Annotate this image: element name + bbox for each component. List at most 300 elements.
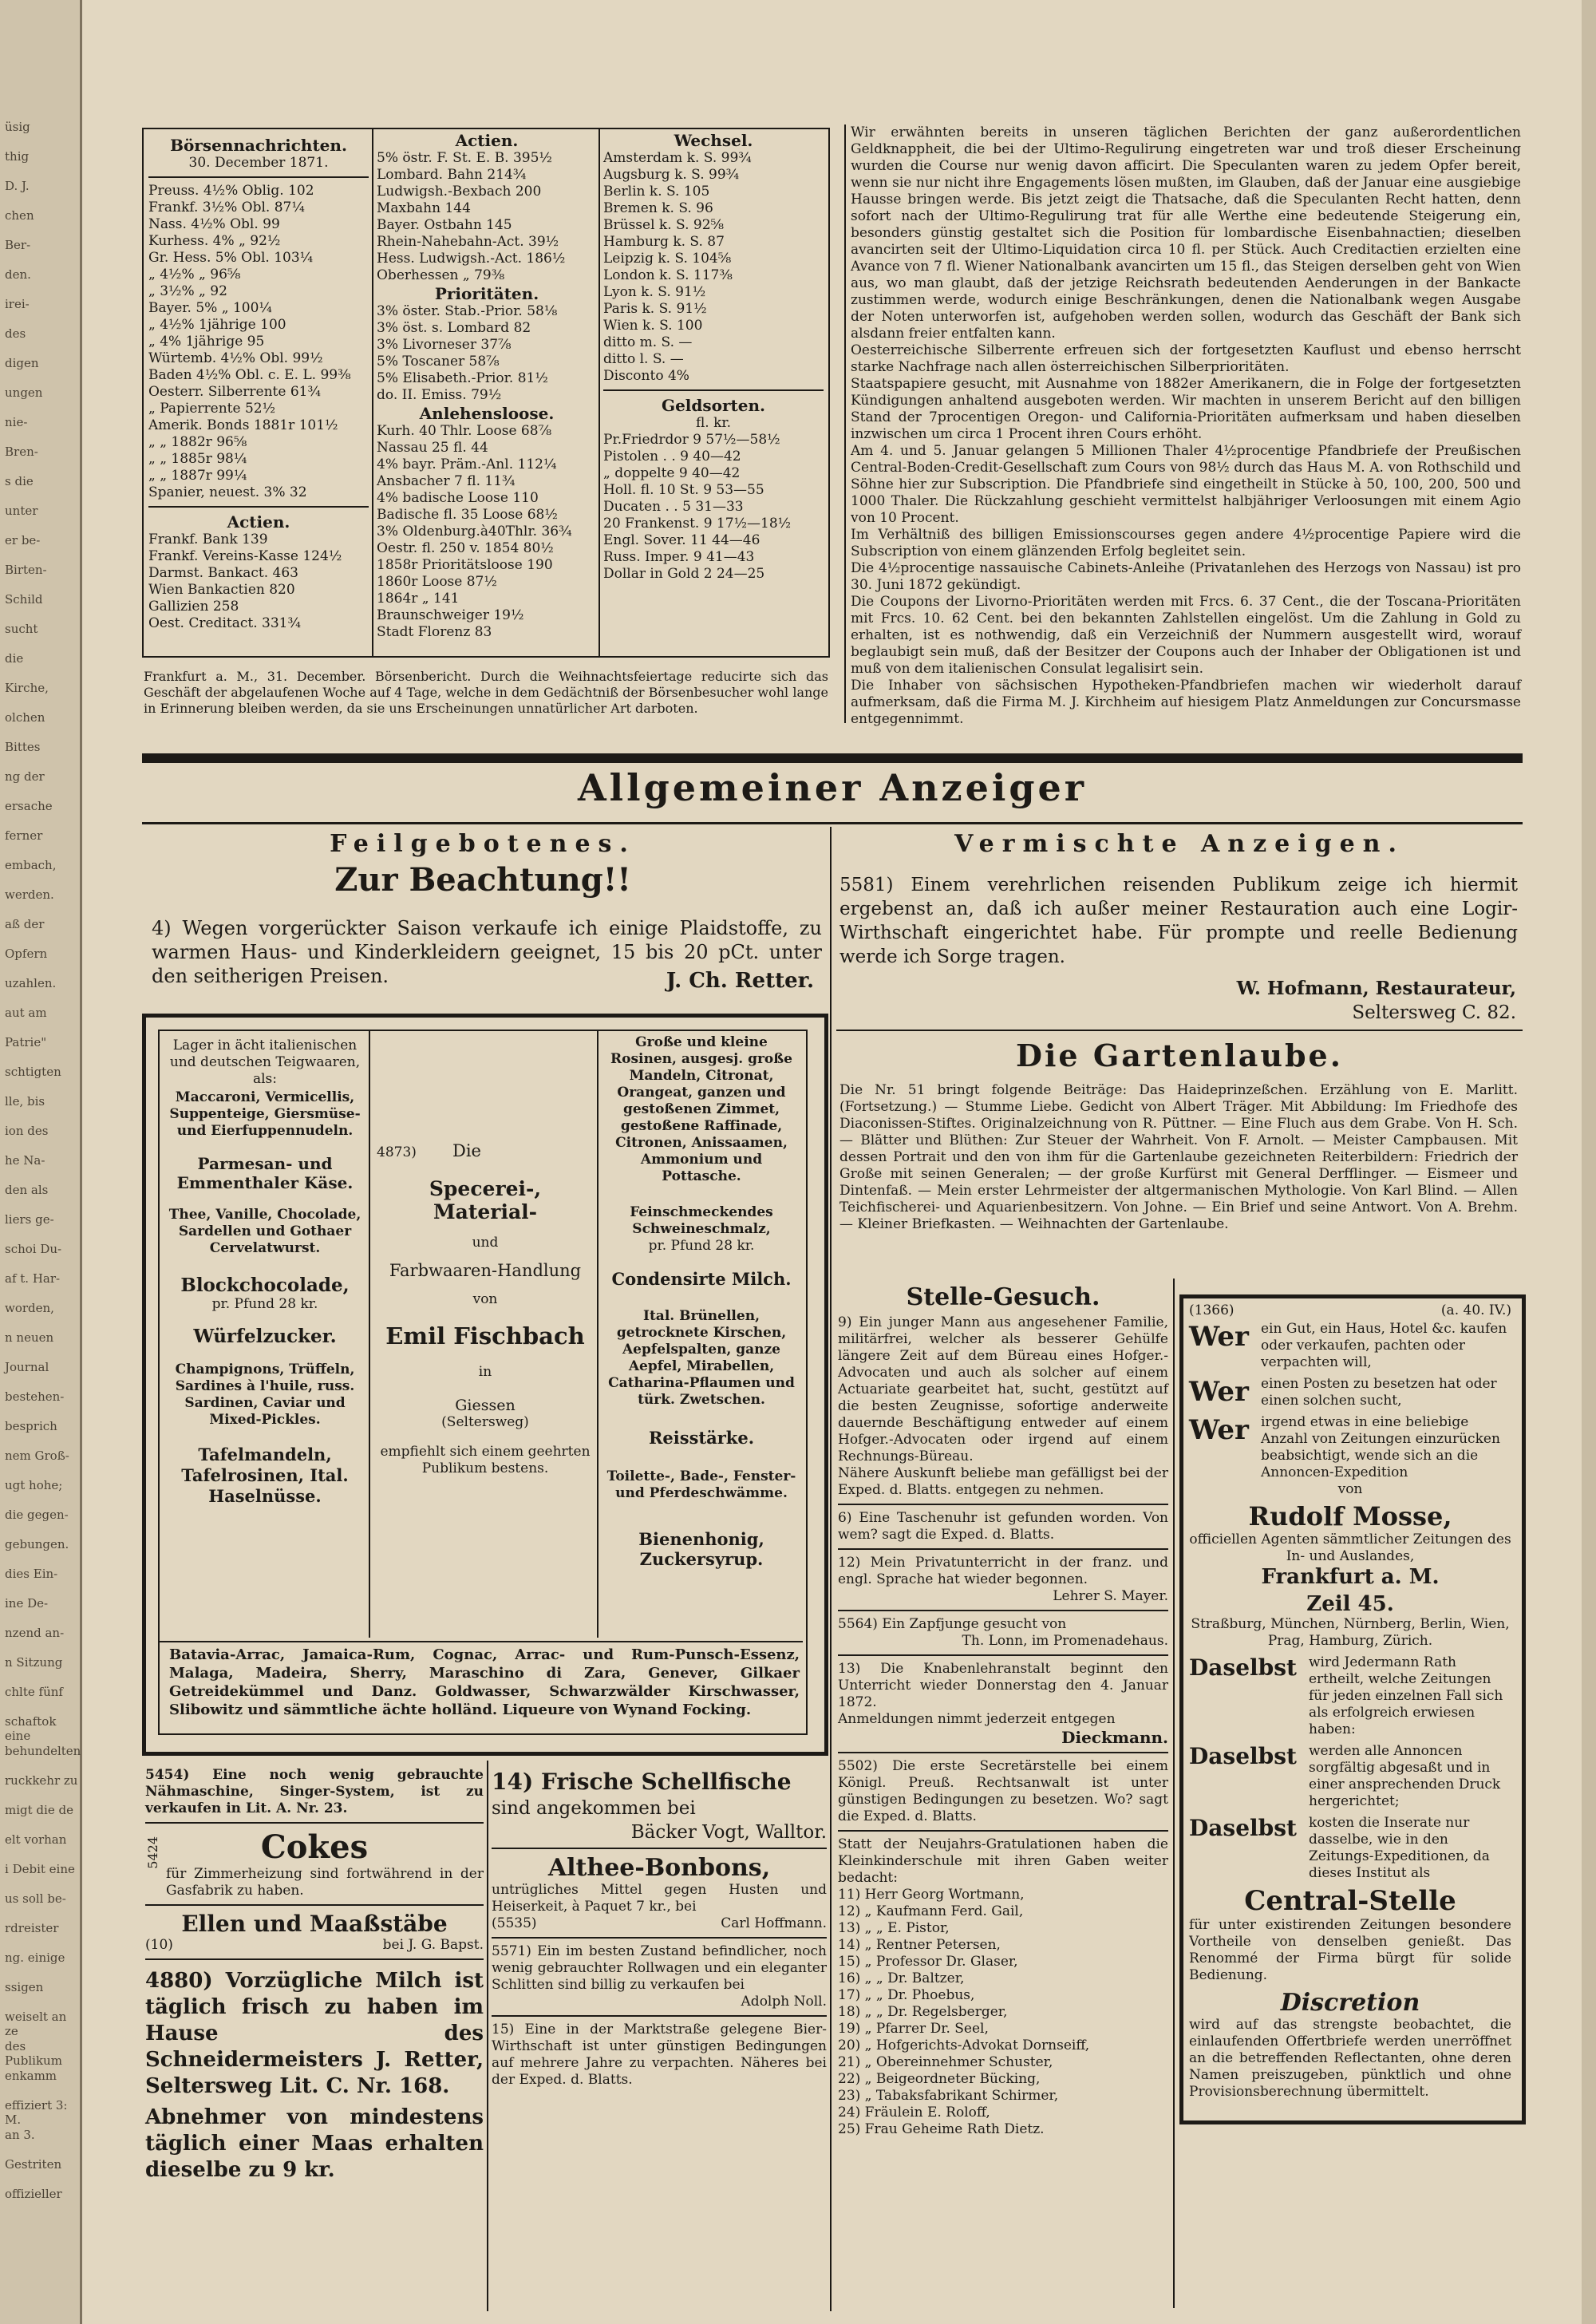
gutter-fragment: ion des	[5, 1124, 49, 1138]
donor-item: 12) „ Kaufmann Ferd. Gail,	[838, 1903, 1024, 1919]
althee-text: untrügliches Mittel gegen Husten und Heiserkeit, à Paquet 7 kr., bei	[492, 1882, 827, 1915]
gutter-fragment: Gestriten	[5, 2157, 62, 2172]
donor-item: 18) „ „ Dr. Regelsberger,	[838, 2004, 1008, 2020]
loose-title: Anlehensloose.	[419, 404, 555, 423]
section-rule	[142, 753, 1523, 763]
quote-row: Kurhess. 4% „ 92½	[148, 233, 281, 249]
gutter-fragment: enkamm	[5, 2069, 57, 2083]
fischbach-center	[377, 1141, 594, 1477]
zapf: 5564) Ein Zapfjunge gesucht von	[838, 1616, 1067, 1632]
schmalz-price: pr. Pfund 28 kr.	[648, 1238, 755, 1254]
daselbst-1: Daselbst	[1189, 1654, 1297, 1681]
bottom-left-col	[145, 1767, 484, 2184]
quote-row: ditto l. S. —	[603, 351, 684, 367]
gutter-fragment: rdreister	[5, 1921, 59, 1935]
gutter-fragment: Ber-	[5, 238, 31, 252]
fischbach-right	[602, 1034, 801, 1569]
donor-item: 13) „ „ E. Pistor,	[838, 1920, 950, 1936]
donor-item: 20) „ Hofgerichts-Advokat Dornseiff,	[838, 2037, 1090, 2053]
cond-milch: Condensirte Milch.	[611, 1269, 792, 1289]
wer-3: Wer	[1189, 1414, 1249, 1446]
tafelmandeln: Tafelmandeln, Tafelrosinen, Ital. Haselnüsse.	[181, 1445, 349, 1506]
gutter-fragment: ssigen	[5, 1980, 44, 1994]
fischbach-name: Emil Fischbach	[385, 1322, 585, 1350]
quote-row: „ „ 1882r 96⅝	[148, 434, 247, 450]
althee-title: Althee-Bonbons,	[547, 1854, 771, 1882]
gutter-fragment: effiziert 3: M.	[5, 2098, 68, 2127]
report-paragraph: Staatspapiere gesucht, mit Ausnahme von 1882er Amerikanern, die in Folge der fortgesetzten Kündigungen anhaltend ausgeboten werden. Wir machten in unserem Bericht auf den billigen Stand der 7procentigen Oregon- und California-Prioritäten aufmerksam und haben dieselben inzwischen um circa 1 Procent ihren Cours erhöht.	[851, 376, 1521, 442]
zur-text: 4) Wegen vorgerückter Saison verkaufe ich einige Plaidstoffe, zu warmen Haus- und Kinderkleidern geeignet, 15 bis 20 pCt. unter den seitherigen Preisen.	[152, 917, 822, 987]
quote-row: Braunschweiger 19½	[377, 607, 524, 623]
privat-sig: Lehrer S. Mayer.	[1053, 1588, 1168, 1604]
fischbach-city: Giessen	[455, 1397, 516, 1414]
prio-title: Prioritäten.	[434, 284, 539, 303]
report-paragraph: Die 4½procentige nassauische Cabinets-Anleihe (Privatanlehen des Herzogs von Nassau) ist pro 30. Juni 1872 gekündigt.	[851, 560, 1521, 593]
divider	[597, 1031, 598, 1638]
zur-signature: J. Ch. Retter.	[666, 969, 814, 993]
quote-row: 5% Elisabeth.-Prior. 81½	[377, 370, 548, 386]
quote-row: Augsburg k. S. 99¾	[603, 167, 740, 183]
quote-row: Badische fl. 35 Loose 68½	[377, 507, 558, 523]
gutter-fragment: Journal	[5, 1360, 49, 1374]
gutter-fragment: thig	[5, 149, 30, 164]
gutter-fragment: us soll be-	[5, 1891, 66, 1906]
rule	[838, 1654, 1168, 1656]
ellen-num: (10)	[145, 1937, 173, 1953]
gutter-fragment: ersache	[5, 799, 53, 813]
gutter-fragment: s die	[5, 474, 34, 488]
wer-1-text: ein Gut, ein Haus, Hotel &c. kaufen oder verkaufen, pachten oder verpachten will,	[1261, 1321, 1507, 1370]
quote-row: Wien k. S. 100	[603, 318, 703, 334]
fischbach-die: Die	[452, 1141, 481, 1160]
milch-ad2: Abnehmer von mindestens täglich einer Maas erhalten dieselbe zu 9 kr.	[145, 2105, 484, 2182]
rule	[148, 506, 369, 508]
gutter-fragment: liers ge-	[5, 1212, 54, 1227]
schell-sig: Bäcker Vogt, Walltor.	[630, 1822, 827, 1843]
quote-row: 4% bayr. Präm.-Anl. 112¼	[377, 457, 557, 472]
knaben2: Anmeldungen nimmt jederzeit entgegen	[838, 1711, 1116, 1727]
gutter-fragment: des Publikum	[5, 2039, 62, 2068]
geld-head: fl. kr.	[695, 415, 732, 431]
quote-row: do. II. Emiss. 79½	[377, 387, 502, 403]
central-stelle: Central-Stelle	[1244, 1885, 1456, 1917]
hofmann-addr: Seltersweg C. 82.	[1352, 1002, 1516, 1023]
wer-2: Wer	[1189, 1376, 1249, 1408]
quote-row: Nass. 4½% Obl. 99	[148, 216, 280, 232]
quote-row: 20 Frankenst. 9 17½—18½	[603, 516, 792, 532]
gutter-fragment: den.	[5, 267, 31, 282]
prio-rows	[377, 303, 597, 404]
quote-row: Maxbahn 144	[377, 200, 471, 216]
mosse-cities: Straßburg, München, Nürnberg, Berlin, Wien, Prag, Hamburg, Zürich.	[1191, 1616, 1510, 1649]
quote-row: Würtemb. 4½% Obl. 99½	[148, 350, 323, 366]
mosse-sub: officiellen Agenten sämmtlicher Zeitungen des In- und Auslandes,	[1189, 1532, 1511, 1564]
milch-ad: 4880) Vorzügliche Milch ist täglich frisch zu haben im Hause des Schneidermeisters J. Retter, Seltersweg Lit. C. Nr. 168.	[145, 1969, 484, 2098]
actien2-rows	[377, 150, 597, 284]
wer-2-text: einen Posten zu besetzen hat oder einen solchen sucht,	[1261, 1376, 1497, 1409]
toilette: Toilette-, Bade-, Fenster- und Pferdeschwämme.	[606, 1468, 796, 1501]
gutter-fragment: n neuen	[5, 1330, 54, 1345]
donor-item: 21) „ Obereinnehmer Schuster,	[838, 2054, 1053, 2070]
quote-row: Gr. Hess. 5% Obl. 103¼	[148, 250, 314, 266]
quote-row: Ducaten . . 5 31—33	[603, 499, 744, 515]
gutter-fragment: schaftok eine	[5, 1714, 57, 1743]
rule	[148, 176, 369, 178]
fischbach-street: (Seltersweg)	[441, 1414, 529, 1430]
neujahr-list	[838, 1887, 1168, 2138]
quote-row: 3% Livorneser 37⅞	[377, 337, 512, 353]
geld-rows	[603, 432, 824, 583]
quote-row: Russ. Imper. 9 41—43	[603, 549, 755, 565]
quote-row: Amerik. Bonds 1881r 101½	[148, 417, 338, 433]
mosse-content	[1189, 1302, 1511, 2101]
gutter-fragment: üsig	[5, 120, 30, 134]
gutter-fragment: chen	[5, 208, 34, 223]
block-price: pr. Pfund 28 kr.	[211, 1296, 318, 1312]
quote-row: Pr.Friedrdor 9 57½—58½	[603, 432, 780, 448]
market-report	[851, 125, 1521, 728]
gutter-fragment: chlte fünf	[5, 1685, 63, 1699]
divider	[487, 1761, 488, 2311]
quote-row: Disconto 4%	[603, 368, 689, 384]
fischbach-von: von	[472, 1291, 498, 1307]
gutter-fragment: Patrie"	[5, 1035, 47, 1049]
divider	[598, 128, 600, 656]
quote-row: Kurh. 40 Thlr. Loose 68⅞	[377, 423, 552, 439]
gutter-fragment: ng. einige	[5, 1951, 65, 1965]
fischbach-empf: empfiehlt sich einem geehrten Publikum bestens.	[380, 1444, 591, 1476]
quote-row: „ Papierrente 52½	[148, 401, 276, 417]
gutter-fragment: ungen	[5, 385, 43, 400]
gutter-fragment: Bittes	[5, 740, 41, 754]
wuerfel: Würfelzucker.	[193, 1326, 337, 1347]
schmalz: Feinschmeckendes Schweineschmalz,	[630, 1204, 773, 1237]
gutter-fragment: unter	[5, 504, 38, 518]
zapf-sig: Th. Lonn, im Promenadehaus.	[962, 1633, 1168, 1649]
gutter-fragment: ruckkehr zu	[5, 1773, 78, 1788]
right-header-wrap	[836, 830, 1523, 858]
gutter-fragment: ferner	[5, 828, 43, 843]
report-paragraph: Oesterreichische Silberrente erfreuen sich der fortgesetzten Kauflust und ebenso herrscht starke Nachfrage nach allen österreichischen Silberprioritäten.	[851, 342, 1521, 375]
fischbach-spec: Specerei-, Material-	[429, 1177, 542, 1223]
column-divider	[830, 827, 832, 2311]
donor-item: 15) „ Professor Dr. Glaser,	[838, 1954, 1018, 1970]
gutter-fragment: olchen	[5, 710, 45, 725]
rule	[838, 1610, 1168, 1611]
actien2-title: Actien.	[455, 131, 519, 150]
gutter-fragment: schtigten	[5, 1065, 61, 1079]
gutter-fragment: elt vorhan	[5, 1832, 67, 1847]
privat: 12) Mein Privatunterricht in der franz. und engl. Sprache hat wieder begonnen.	[838, 1555, 1168, 1587]
daselbst-3: Daselbst	[1189, 1815, 1297, 1841]
fischbach-left	[164, 1038, 365, 1507]
stelle-title: Stelle-Gesuch.	[906, 1283, 1100, 1311]
althee-sig: Carl Hoffmann.	[721, 1915, 827, 1931]
gutter-fragment: embach,	[5, 858, 57, 872]
gutter-fragment: aß der	[5, 917, 45, 931]
gutter-fragment: werden.	[5, 887, 54, 902]
main-header-wrap	[142, 766, 1523, 809]
frankfurt-note: Frankfurt a. M., 31. December. Börsenbericht. Durch die Weihnachtsfeiertage reducirte sich das Geschäft der abgelaufenen Woche auf 4 Tage, welche in dem Gedächtniß der Börsenbesucher wohl lange in Erinnerung bleiben werden, da sie uns Erscheinungen unnatürlicher Art darboten.	[144, 669, 828, 716]
quote-row: „ „ 1887r 99¼	[148, 468, 247, 484]
hofmann-sig-wrap	[1037, 977, 1516, 1025]
quote-row: Lombard. Bahn 214¾	[377, 167, 527, 183]
quote-row: Oberhessen „ 79⅜	[377, 267, 505, 283]
gutter-fragment: aut am	[5, 1006, 47, 1020]
rule	[838, 1752, 1168, 1753]
taschenuhr: 6) Eine Taschenuhr ist gefunden worden. Von wem? sagt die Exped. d. Blatts.	[838, 1510, 1168, 1543]
gutter-fragment: Birten-	[5, 563, 47, 577]
gutter-fragment: worden,	[5, 1301, 54, 1315]
quote-row: „ doppelte 9 40—42	[603, 465, 741, 481]
parmesan: Parmesan- und Emmenthaler Käse.	[176, 1154, 354, 1192]
quote-row: Paris k. S. 91½	[603, 301, 707, 317]
quote-row: „ 3½% „ 92	[148, 283, 227, 299]
report-paragraph: Die Inhaber von sächsischen Hypotheken-Pfandbriefen machen wir wiederholt darauf aufmerksam, daß die Firma M. J. Kirchheim auf hiesigem Platz Anmeldungen zur Concursmasse entgegennimmt.	[851, 678, 1521, 727]
gutter-fragment: des	[5, 326, 26, 341]
gutter-fragment: ugt hohe;	[5, 1478, 63, 1492]
gutter-fragment: Schild	[5, 592, 43, 607]
quote-row: Ansbacher 7 fl. 11¾	[377, 473, 516, 489]
gutter-fragment: offizieller	[5, 2187, 62, 2201]
block: Blockchocolade,	[180, 1275, 350, 1296]
gutter-fragment: Opfern	[5, 947, 48, 961]
daselbst-2-text: werden alle Annoncen sorgfältig abgesaßt und in einer ansprechenden Druck hergerichtet;	[1309, 1743, 1501, 1809]
quote-row: Oesterr. Silberrente 61¾	[148, 384, 321, 400]
gutter-fragment: dies Ein-	[5, 1567, 58, 1581]
gutter-fragment: die	[5, 651, 24, 666]
gutter-fragment: er be-	[5, 533, 41, 547]
previous-page-gutter	[0, 0, 82, 2324]
fischbach-left-line: Maccaroni, Vermicellis, Suppenteige, Giersmüse- und Eierfuppennudeln.	[169, 1089, 361, 1139]
cokes-text: für Zimmerheizung sind fortwährend in der Gasfabrik zu haben.	[166, 1866, 484, 1899]
quote-row: Dollar in Gold 2 24—25	[603, 566, 765, 582]
fischbach-num: 4873)	[377, 1144, 417, 1160]
quote-row: „ 4½% 1jährige 100	[148, 317, 286, 333]
garten-title: Die Gartenlaube.	[1016, 1038, 1343, 1073]
quote-row: Gallizien 258	[148, 599, 239, 615]
gutter-fragment: an 3.	[5, 2128, 35, 2142]
rule	[838, 1548, 1168, 1550]
actien-rows	[148, 532, 369, 632]
quote-row: Preuss. 4½% Oblig. 102	[148, 183, 314, 199]
liquors: Batavia-Arrac, Jamaica-Rum, Cognac, Arrac- und Rum-Punsch-Essenz, Malaga, Madeira, Sherry, Maraschino di Zara, Genever, Gilkaer Getreidekümmel und Danz. Goldwasser, Schwarzwälder Kirschwasser, Slibowitz und sämmtliche ächte holländ. Liqueure von Wynand Focking.	[169, 1646, 800, 1718]
quote-row: Lyon k. S. 91½	[603, 284, 706, 300]
rule	[492, 1937, 827, 1939]
quote-row: 1858r Prioritätsloose 190	[377, 557, 553, 573]
quote-row: 4% badische Loose 110	[377, 490, 539, 506]
quote-row: „ „ 1885r 98¼	[148, 451, 247, 467]
quote-row: Bayer. Ostbahn 145	[377, 217, 512, 233]
secretaer: 5502) Die erste Secretärstelle bei einem Königl. Preuß. Rechtsanwalt ist unter günstigen Bedingungen zu besetzen. Wo? sagt die Exped. d. Blatts.	[838, 1758, 1168, 1824]
gutter-fragment: Kirche,	[5, 681, 49, 695]
quote-row: 5% östr. F. St. E. B. 395½	[377, 150, 552, 166]
boerse-title: Börsennachrichten.	[170, 136, 347, 155]
right-header: Vermischte Anzeigen.	[954, 830, 1404, 858]
wechsel-column	[603, 131, 824, 583]
actien-column	[377, 131, 597, 641]
quote-row: Ludwigsh.-Bexbach 200	[377, 184, 542, 200]
quote-row: Oest. Creditact. 331¾	[148, 615, 301, 631]
boerse-date: 30. December 1871.	[188, 155, 329, 171]
discretion: Discretion	[1280, 1989, 1420, 2017]
quote-row: Holl. fl. 10 St. 9 53—55	[603, 482, 764, 498]
wechsel-title: Wechsel.	[674, 131, 753, 150]
mosse-num: (1366)	[1189, 1302, 1235, 1318]
quote-row: „ 4% 1jährige 95	[148, 334, 265, 350]
gutter-fragment: lle, bis	[5, 1094, 45, 1109]
rosinen: Große und kleine Rosinen, ausgesj. große Mandeln, Citronat, Orangeat, ganzen und gestoßenen Zimmet, gestoßene Raffinade, Citronen, Anissaamen, Ammonium und Pottasche.	[610, 1034, 792, 1184]
geld-title: Geldsorten.	[662, 396, 765, 415]
boerse-rows	[148, 183, 369, 501]
gutter-fragment: bestehen-	[5, 1389, 65, 1404]
main-header: Allgemeiner Anzeiger	[577, 766, 1088, 809]
gutter-fragment: migt die de	[5, 1803, 73, 1817]
gutter-fragment: D. J.	[5, 179, 30, 193]
quote-row: Pistolen . . 9 40—42	[603, 449, 741, 464]
gutter-fragment: den als	[5, 1183, 49, 1197]
bier: 15) Eine in der Marktstraße gelegene Bier-Wirthschaft ist unter günstigen Bedingungen auf mehrere Jahre zu verpachten. Näheres bei der Exped. d. Blatts.	[492, 2022, 827, 2088]
left-header: Feilgebotenes.	[330, 830, 636, 858]
ellen-title: Ellen und Maaßstäbe	[181, 1911, 448, 1937]
gutter-fragment: nie-	[5, 415, 28, 429]
quote-row: Baden 4½% Obl. c. E. L. 99⅜	[148, 367, 351, 383]
rule	[838, 1830, 1168, 1832]
quote-row: Frankf. 3½% Obl. 87¼	[148, 200, 305, 215]
donor-item: 25) Frau Geheime Rath Dietz.	[838, 2121, 1045, 2137]
mosse-von: von	[1337, 1481, 1363, 1497]
donor-item: 14) „ Rentner Petersen,	[838, 1937, 1001, 1953]
gutter-fragment: die gegen-	[5, 1508, 69, 1522]
mosse-zeil: Zeil 45.	[1306, 1592, 1394, 1616]
knaben-sig: Dieckmann.	[1061, 1728, 1168, 1747]
rule	[492, 2015, 827, 2017]
zur-title: Zur Beachtung!!	[334, 861, 631, 899]
left-header-wrap	[144, 830, 822, 899]
schell-text: sind angekommen bei	[492, 1798, 696, 1819]
ital-fruits: Ital. Brünellen, getrocknete Kirschen, Aepfelspalten, ganze Aepfel, Mirabellen, Catharina-Pflaumen und türk. Zwetschen.	[608, 1308, 795, 1408]
report-paragraph: Am 4. und 5. Januar gelangen 5 Millionen Thaler 4½procentige Pfandbriefe der Preußischen Central-Boden-Credit-Gesellschaft zum Cours von 98½ durch das Haus M. A. von Rothschild und Söhne hier zur Subscription. Die Pfandbriefe sind eingetheilt in Stücke à 50, 100, 200, 500 und 1000 Thaler. Die Rückzahlung geschieht vermittelst halbjähriger Verloosungen mit einem Agio von 10 Procent.	[851, 443, 1521, 526]
fischbach-in: in	[478, 1364, 492, 1380]
report-paragraph: Die Coupons der Livorno-Prioritäten werden mit Frcs. 6. 37 Cent., die der Toscana-Prioritäten mit Frcs. 10. 62 Cent. bei den bekannten Zahlstellen eingelöst. Um die Zahlung in Gold zu erhalten, ist es nothwendig, daß ein Verzeichniß der Nummern ausgestellt wird, worauf beglaubigt sein muß, daß der Besitzer der Coupons auch der Inhaber der Obligationen ist und muß von dem italienischen Consulat legalisirt sein.	[851, 594, 1521, 677]
thee: Thee, Vanille, Chocolade, Sardellen und Gothaer Cervelatwurst.	[168, 1207, 361, 1256]
discretion-text: wird auf das strengste beobachtet, die einlaufenden Offertbriefe werden unerröffnet an die betreffenden Reflectanten, ohne deren Namen preiszugeben, pünktlich und ohne Provisionsberechnung übermittelt.	[1189, 2017, 1511, 2100]
rule	[145, 1904, 484, 1906]
quote-row: Frankf. Vereins-Kasse 124½	[148, 548, 342, 564]
quote-row: Hamburg k. S. 87	[603, 234, 725, 250]
rule	[492, 1848, 827, 1849]
quote-row: Hess. Ludwigsh.-Act. 186½	[377, 251, 566, 267]
donor-item: 23) „ Tabaksfabrikant Schirmer,	[838, 2088, 1059, 2104]
quote-row: Rhein-Nahebahn-Act. 39½	[377, 234, 559, 250]
gutter-fragment: he Na-	[5, 1153, 45, 1168]
fischbach-left-line: Lager in ächt italienischen und deutschen Teigwaaren, als:	[169, 1038, 361, 1087]
gutter-fragment: ng der	[5, 769, 45, 784]
daselbst-2: Daselbst	[1189, 1743, 1297, 1769]
rule	[145, 1822, 484, 1824]
quote-row: Berlin k. S. 105	[603, 184, 710, 200]
quote-row: 3% Oldenburg.à40Thlr. 36¾	[377, 524, 572, 540]
rule	[145, 1958, 484, 1960]
mosse-code: (a. 40. IV.)	[1440, 1302, 1511, 1318]
gutter-fragment: behundelten	[5, 1744, 81, 1758]
mosse-city: Frankfurt a. M.	[1261, 1565, 1440, 1589]
rule	[838, 1504, 1168, 1505]
gutter-fragment: nem Groß-	[5, 1449, 69, 1463]
quote-row: 3% öster. Stab.-Prior. 58⅛	[377, 303, 558, 319]
gutter-fragment: af t. Har-	[5, 1271, 61, 1286]
quote-row: Frankf. Bank 139	[148, 532, 268, 547]
gutter-fragment: n Sitzung	[5, 1655, 63, 1670]
stelle-text2: Nähere Auskunft beliebe man gefälligst bei der Exped. d. Blatts. entgegen zu nehmen.	[838, 1465, 1168, 1498]
naehmaschine: 5454) Eine noch wenig gebrauchte Nähmaschine, Singer-System, ist zu verkaufen in Lit. A. Nr. 23.	[145, 1767, 484, 1816]
knaben: 13) Die Knabenlehranstalt beginnt den Unterricht wieder Donnerstag den 4. Januar 1872.	[838, 1661, 1168, 1710]
quote-row: 5% Toscaner 58⅞	[377, 354, 500, 370]
gutter-fragment: besprich	[5, 1419, 57, 1433]
hofmann-sig: W. Hofmann, Restaurateur,	[1236, 978, 1516, 999]
loose-rows	[377, 423, 597, 641]
rule	[160, 1641, 803, 1642]
donor-item: 24) Fräulein E. Roloff,	[838, 2105, 990, 2120]
champignons: Champignons, Trüffeln, Sardines à l'huile, russ. Sardinen, Caviar und Mixed-Pickles.	[175, 1362, 355, 1428]
divider	[1173, 1279, 1175, 2308]
althee-num: (5535)	[492, 1915, 537, 1931]
rule	[603, 389, 824, 391]
cokes-num: 5424	[145, 1836, 160, 1869]
donor-item: 19) „ Pfarrer Dr. Seel,	[838, 2021, 989, 2037]
section-rule	[142, 822, 1523, 824]
gutter-fragment: schoi Du-	[5, 1242, 62, 1256]
quote-row: Stadt Florenz 83	[377, 624, 492, 640]
donor-item: 22) „ Beigeordneter Bücking,	[838, 2071, 1041, 2087]
quote-row: Engl. Sover. 11 44—46	[603, 532, 760, 548]
right-left-col	[838, 1283, 1168, 2138]
central-text: für unter existirenden Zeitungen besondere Vortheile von denselben genießt. Das Renommé der Firma bürgt für solide Bedienung.	[1189, 1917, 1511, 1983]
quote-row: ditto m. S. —	[603, 334, 693, 350]
gutter-fragment: gebungen.	[5, 1537, 69, 1551]
gutter-fragment: ine De-	[5, 1596, 49, 1611]
report-paragraph: Wir erwähnten bereits in unseren täglichen Berichten der ganz außerordentlichen Geldknappheit, die bei der Ultimo-Regulirung eingetreten war und troß dieser Erscheinung wurden die Course nur wenig davon afficirt. Die Speculanten waren zu jedem Opfer bereit, wenn sie nur nicht ihre Engagements lösen mußten, im Glauben, daß der Januar eine ausgiebige Hausse bringen werde. Bis jetzt zeigt die Thatsache, daß die Speculanten Recht hatten, denn sofort nach der Ultimo-Regulirung trat für alle Werthe eine bedeutende Steigerung ein, besonders günstig gestaltet sich die Position für lombardische Eisenbahnactien; dieselben avancirten seit der Ultimo-Liquidation circa 10 fl. per Stück. Auch Creditactien erzielten eine Avance von 7 fl. Wiener Nationalbank avancirten um 15 fl., das Steigen derselben geht von Wien aus, wo man glaubt, daß der jetzige Reichsrath bedeutenden Aenderungen in der Bankacte zustimmen werde, wodurch einige Beschränkungen, denen die Nationalbank wegen Ausgabe der Noten unterworfen ist, aufgehoben werden sollen, wodurch das Geschäft der Bank sich alsdann freier entfalten kann.	[851, 125, 1521, 342]
quote-row: Brüssel k. S. 92⅝	[603, 217, 724, 233]
schlitten: 5571) Ein im besten Zustand befindlicher, noch wenig gebrauchter Rollwagen und ein eleganter Schlitten sind billig zu verkaufen bei	[492, 1943, 827, 1993]
quote-row: Spanier, neuest. 3% 32	[148, 484, 307, 500]
quote-row: Oestr. fl. 250 v. 1854 80½	[377, 540, 554, 556]
daselbst-1-text: wird Jedermann Rath ertheilt, welche Zeitungen für jeden einzelnen Fall sich als erfolgreich erwiesen haben:	[1309, 1654, 1503, 1737]
honig: Bienenhonig, Zuckersyrup.	[638, 1529, 764, 1569]
gutter-fragment: sucht	[5, 622, 38, 636]
wechsel-rows	[603, 150, 824, 385]
quote-row: London k. S. 117⅜	[603, 267, 733, 283]
fischbach-und: und	[472, 1235, 499, 1251]
fischbach-farb: Farbwaaren-Handlung	[389, 1261, 582, 1280]
gutter-fragment: weiselt an ze	[5, 2010, 67, 2038]
daselbst-3-text: kosten die Inserate nur dasselbe, wie in den Zeitungs-Expeditionen, da dieses Institut als	[1309, 1815, 1490, 1881]
divider	[369, 1031, 370, 1638]
wer-3-text: irgend etwas in eine beliebige Anzahl von Zeitungen einzurücken beabsichtigt, wende sich an die Annoncen-Expedition	[1261, 1414, 1500, 1480]
bottom-mid-col	[492, 1769, 827, 2089]
quote-row: Bremen k. S. 96	[603, 200, 713, 216]
divider	[372, 128, 373, 656]
ellen-sig: bei J. G. Bapst.	[382, 1937, 484, 1953]
actien-title: Actien.	[227, 512, 290, 532]
quote-row: Darmst. Bankact. 463	[148, 565, 298, 581]
gutter-fragment: irei-	[5, 297, 30, 311]
boerse-column	[148, 136, 369, 632]
donor-item: 11) Herr Georg Wortmann,	[838, 1887, 1025, 1903]
reis: Reisstärke.	[648, 1428, 755, 1448]
donor-item: 17) „ „ Dr. Phoebus,	[838, 1987, 975, 2003]
quote-row: 1860r Loose 87½	[377, 574, 497, 590]
